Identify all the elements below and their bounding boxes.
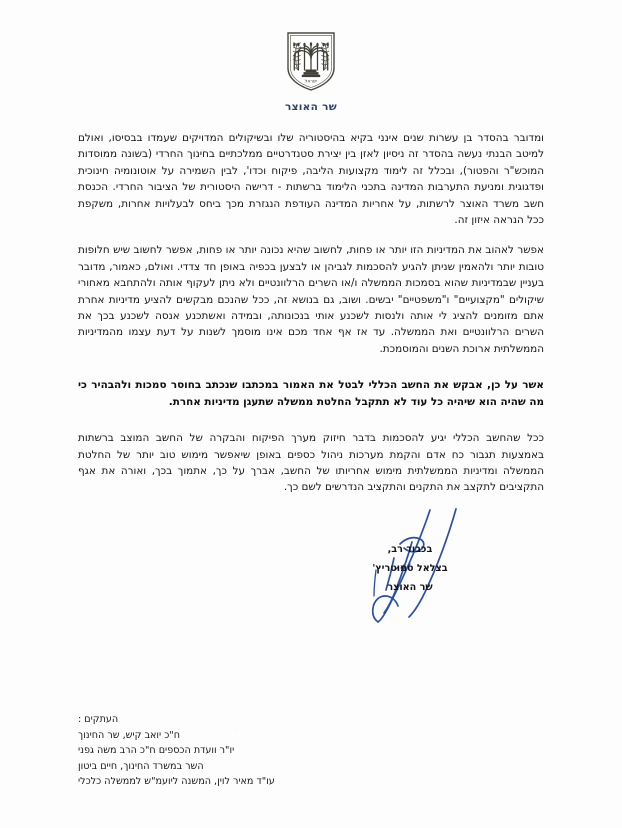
letterhead <box>0 30 622 113</box>
copies-list <box>78 728 544 790</box>
copies-title: העתקים : <box>78 714 119 725</box>
copies-item: השר במשרד החינוך, חיים ביטון <box>78 760 204 772</box>
paragraph-3-request: אשר על כן, אבקש את החשב הכללי לבטל את האמור במכתבו שנכתב בחוסר סמכות ולהבהיר כי מה שהיה הוא שיהיה כל עוד לא תתקבל החלטת ממשלה שתעגן מדיניות אחרת. <box>78 379 544 408</box>
signature-name: בצלאל סמוטריץ' <box>372 563 448 574</box>
paragraph-2: אפשר לאהוב את המדיניות הזו יותר או פחות, לחשוב שהיא נכונה יותר או פחות, אפשר לחשוב שיש חלופות טובות יותר ולהאמין שניתן להגיע להסכמות לגביהן או לבצען בכפיה באופן חד צדדי. ואולם, כאמור, מדובר בעניין שבמדיניות שהוא בסמכות הממשלה ו/או השרים הרלוונטיים ולא ניתן לעקוף אותה ולהתחבא מאחורי שיקולים "מקצועיים" ו"משפטיים" יבשים. ושוב, גם בנושא זה, ככל שהנכם מבקשים להציע מדיניות אחרת אתם מזומנים להציג לי אותה ולנסות לשכנע אותי בנכונותה, ובמידה ואשתכנע אנסה לשכנע בכך את השרים הרלוונטיים ואת הממשלה. עד אז אף אחד מכם אינו מוסמך לשנות על דעת עצמו מהמדיניות הממשלתית ארוכת השנים והמוסמכת. <box>78 244 544 355</box>
emblem-caption: ישראל <box>304 79 318 85</box>
signature-block <box>244 512 544 632</box>
israel-state-emblem-icon <box>285 30 337 92</box>
letter-body <box>78 130 544 496</box>
copies-item: ח"כ יואב קיש, שר החינוך <box>78 729 180 741</box>
signature-regards: בכבוד רב, <box>387 544 433 555</box>
signature-role: שר האוצר <box>387 582 433 593</box>
signature-text-lines <box>350 540 470 597</box>
copies-section <box>78 712 544 790</box>
letterhead-title: שר האוצר <box>285 101 337 113</box>
paragraph-1: ומדובר בהסדר בן עשרות שנים אינני בקיא בהיסטוריה שלו ובשיקולים המדויקים שעמדו בבסיסו, ואולם למיטב הבנתי נעשה בהסדר זה ניסיון לאזן בין יצירת סטנדרטיים ממלכתיים בחינוך החרדי (בשונה ממוסדות המוכש"ר והפטור), ובכלל זה לימוד מקצועות הליבה, פיקוח וכדו', לבין השמירה על אוטונומיה חינוכית ופדגוגית ומניעת התערבות המדינה בתכני הלימוד ברשתות - דרישה היסטורית של הציבור החרדי. הכנסת חשב משרד האוצר לרשתות, על אחריות המדינה העודפת הנגזרת מכך ביחס לבעלויות אחרות, משקפת ככל הנראה איזון זה. <box>78 132 544 227</box>
copies-item: עו"ד מאיר לוין, המשנה ליועמ"ש לממשלה כלכלי <box>78 776 275 788</box>
copies-item: יו"ר וועדת הכספים ח"כ הרב משה גפני <box>78 745 235 757</box>
paragraph-4: ככל שהחשב הכללי יגיע להסכמות בדבר חיזוק מערך הפיקוח והבקרה של החשב המוצב ברשתות באמצעות תגבור כח אדם והקמת מערכות ניהול כספים באופן שיאפשר מימוש טוב יותר של החלטת הממשלה ומדיניות הממשלתית מימוש אחריותו של החשב, אברך על כך, אתמוך בכך, ואורה את אגף התקציבים לתקצב את התקנים והתקציב הנדרשים לשם כך. <box>78 432 544 494</box>
